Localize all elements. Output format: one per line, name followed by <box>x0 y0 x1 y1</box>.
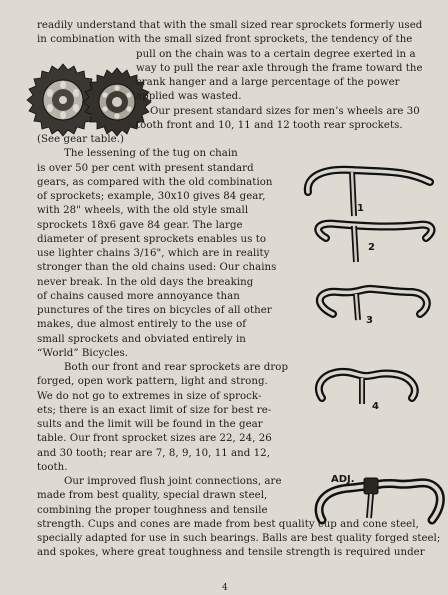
text-line: We do not go to extremes in size of sprock- <box>37 390 262 402</box>
text-line: made from best quality, special drawn steel, <box>37 490 268 502</box>
handlebar-adjustable-icon <box>319 474 440 520</box>
text-line: Both our front and rear sprockets are drop <box>64 362 289 373</box>
text-line: applied was wasted. <box>136 91 242 103</box>
text-line: tooth front and 10, 11 and 12 tooth rear sprockets. <box>136 119 403 131</box>
text-line: table. Our front sprocket sizes are 22, 24, 26 <box>37 433 272 445</box>
text-line: punctures of the tires on bicycles of all other <box>37 305 272 316</box>
text-line: never break. In the old days the breaking <box>37 276 254 288</box>
svg-text:1: 1 <box>357 203 364 214</box>
text-line: (See gear table.) <box>37 134 125 145</box>
handlebar-3-icon <box>320 289 427 326</box>
text-line: way to pull the rear axle through the frame toward the <box>136 62 423 74</box>
text-line: forged, open work pattern, light and strong. <box>37 376 268 388</box>
handlebar-4-icon <box>319 372 415 412</box>
text-line: makes, due almost entirely to the use of <box>37 319 247 331</box>
text-line: sults and the limit will be found in the gear <box>37 419 263 430</box>
text-line: tooth. <box>37 461 68 473</box>
text-line: ets; there is an exact limit of size for best re- <box>37 404 272 416</box>
page-number: 4 <box>222 583 228 593</box>
text-line: in combination with the small sized front sprockets, the tendency of the <box>37 34 413 46</box>
text-line: use lighter chains 3/16", which are in reality <box>37 248 270 259</box>
text-line: stronger than the old chains used: Our chains <box>37 262 277 274</box>
handlebar-2-icon <box>318 224 431 262</box>
svg-text:4: 4 <box>372 401 379 412</box>
text-line: strength. Cups and cones are made from best quality cup and cone steel, <box>37 518 419 530</box>
text-line: gears, as compared with the old combination <box>37 176 273 188</box>
text-line: sprockets 18x6 gave 84 gear. The large <box>37 219 243 231</box>
text-line: small sprockets and obviated entirely in <box>37 333 246 345</box>
text-line: pull on the chain was to a certain degree exerted in a <box>136 48 416 60</box>
text-line: crank hanger and a large percentage of the power <box>136 77 400 88</box>
svg-text:2: 2 <box>368 242 375 253</box>
text-line: and 30 tooth; rear are 7, 8, 9, 10, 11 and 12, <box>37 447 270 459</box>
text-line: is over 50 per cent with present standard <box>37 162 254 174</box>
text-line: The lessening of the tug on chain <box>64 148 238 160</box>
text-line: Our improved flush joint connections, are <box>64 476 282 487</box>
text-line: of sprockets; example, 30x10 gives 84 gear, <box>37 191 266 202</box>
text-line: “World” Bicycles. <box>37 347 129 359</box>
text-line: of chains caused more annoyance than <box>37 290 240 302</box>
handlebar-1-icon <box>308 170 430 216</box>
text-line: diameter of present sprockets enables us to <box>37 233 267 245</box>
text-line: with 28" wheels, with the old style small <box>37 205 249 217</box>
text-line: combining the proper toughness and tensile <box>37 504 268 516</box>
text-line: Our present standard sizes for men’s wheels are 30 <box>150 105 420 117</box>
text-line: specially adapted for use in such bearings. Balls are best quality forged steel; <box>37 533 441 544</box>
svg-text:ADJ.: ADJ. <box>331 474 355 485</box>
text-line: readily understand that with the small sized rear sprockets formerly used <box>37 20 423 31</box>
text-line: and spokes, where great toughness and tensile strength is required under <box>37 547 425 559</box>
svg-text:3: 3 <box>366 315 373 326</box>
